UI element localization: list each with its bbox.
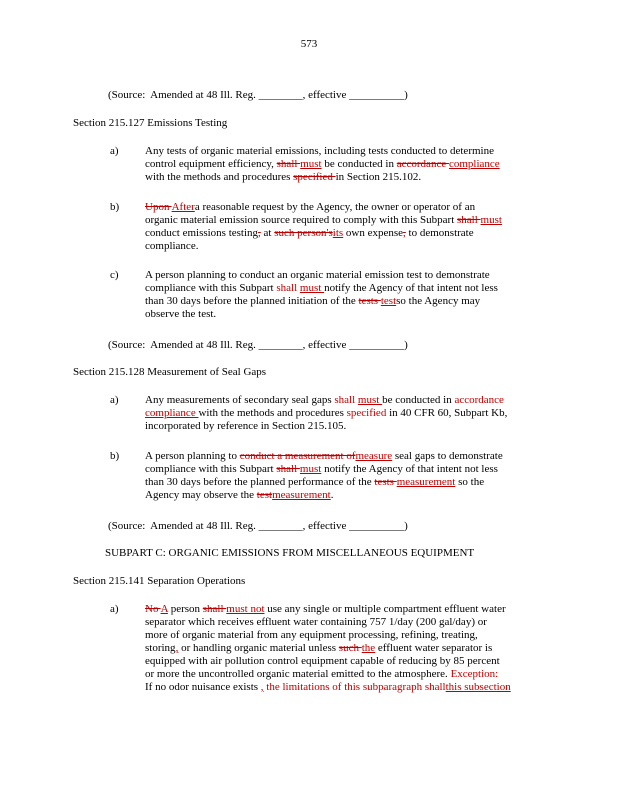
section-215-127-heading: Section 215.127 Emissions Testing xyxy=(73,117,228,129)
inserted-text: must xyxy=(480,214,502,226)
text-run: . xyxy=(330,489,334,501)
inserted-text: A xyxy=(160,603,168,615)
text-line xyxy=(145,269,540,282)
deleted-text: shall xyxy=(457,214,481,226)
deleted-text: such person's xyxy=(274,227,333,239)
text-run: Agency may observe the xyxy=(145,489,257,501)
text-line xyxy=(145,629,540,642)
text-line xyxy=(145,227,540,240)
text-run: be conducted in xyxy=(321,158,397,170)
text-line xyxy=(145,394,540,407)
text-line xyxy=(145,201,540,214)
revised-text: accordance xyxy=(454,394,504,406)
text-run: equipped with air pollution control equipment capable of reducing by 85 percent xyxy=(145,655,500,667)
text-run: in Section 215.102. xyxy=(335,171,422,183)
inserted-text: measurement xyxy=(272,489,331,501)
inserted-text: , xyxy=(175,642,179,654)
deleted-text: , xyxy=(258,227,261,239)
deleted-text: , xyxy=(403,227,406,239)
text-line xyxy=(145,295,540,308)
text-line xyxy=(145,450,540,463)
text-run: compliance. xyxy=(145,240,199,252)
text-line xyxy=(145,420,540,433)
subpart-c-heading: SUBPART C: ORGANIC EMISSIONS FROM MISCELLANEOUS EQUIPMENT xyxy=(105,547,475,559)
section-215-128-heading: Section 215.128 Measurement of Seal Gaps xyxy=(73,366,267,378)
text-line xyxy=(145,616,540,629)
paragraph-marker: a) xyxy=(110,603,119,615)
text-run: conduct emissions testing xyxy=(145,227,259,239)
revised-text: specified xyxy=(346,407,387,419)
inserted-text: measurement xyxy=(396,476,456,488)
source-note-3: (Source: Amended at 48 Ill. Reg. ________, effective __________) xyxy=(108,520,408,532)
paragraph-text xyxy=(145,603,540,694)
text-line xyxy=(145,642,540,655)
text-line xyxy=(145,655,540,668)
text-line xyxy=(145,463,540,476)
deleted-text: Upon xyxy=(145,201,172,213)
text-run: with the methods and procedures xyxy=(145,171,294,183)
text-run: Any tests of organic material emissions, including tests conducted to determine xyxy=(145,145,494,157)
text-run: A person planning to xyxy=(145,450,240,462)
deleted-text: shall xyxy=(202,603,227,615)
source-note-2: (Source: Amended at 48 Ill. Reg. ________, effective __________) xyxy=(108,339,408,351)
paragraph-marker: b) xyxy=(110,450,120,462)
paragraph-text xyxy=(145,269,540,321)
inserted-text: After xyxy=(171,201,195,213)
text-run: If no odor nuisance exists xyxy=(145,681,261,693)
text-run: control equipment efficiency, xyxy=(145,158,277,170)
text-run: own expense xyxy=(343,227,404,239)
text-run: storing xyxy=(145,642,176,654)
deleted-text: conduct a measurement of xyxy=(239,450,356,462)
text-run: in 40 CFR 60, Subpart Kb, xyxy=(386,407,508,419)
text-run: at xyxy=(260,227,275,239)
revised-text: the limitations of this subparagraph shall xyxy=(263,681,446,693)
text-line xyxy=(145,214,540,227)
inserted-text: must xyxy=(299,463,322,475)
text-line xyxy=(145,308,540,321)
paragraph-text xyxy=(145,450,540,502)
text-run: be conducted in xyxy=(382,394,455,406)
page-number: 573 xyxy=(300,38,318,50)
text-run: to demonstrate xyxy=(405,227,474,239)
text-run: separator which receives effluent water containing 757 1/day (200 gal/day) or xyxy=(145,616,487,628)
text-line xyxy=(145,681,540,694)
inserted-text: this subsection xyxy=(445,681,511,693)
paragraph-text xyxy=(145,145,540,184)
inserted-text: its xyxy=(332,227,344,239)
text-run: observe the test. xyxy=(145,308,217,320)
inserted-text: compliance xyxy=(145,407,199,419)
text-run: effluent water separator is xyxy=(375,642,493,654)
inserted-text: must not xyxy=(226,603,265,615)
text-run: notify the Agency of that intent not less xyxy=(321,463,498,475)
text-run: seal gaps to demonstrate xyxy=(392,450,503,462)
text-run: A person planning to conduct an organic material emission test to demonstrate xyxy=(145,269,490,281)
inserted-text: compliance xyxy=(448,158,500,170)
paragraph-marker: c) xyxy=(110,269,119,281)
inserted-text: the xyxy=(361,642,376,654)
inserted-text: measure xyxy=(355,450,393,462)
deleted-text: No xyxy=(145,603,161,615)
text-run: Any measurements of secondary seal gaps xyxy=(145,394,335,406)
source-note-1: (Source: Amended at 48 Ill. Reg. ________, effective __________) xyxy=(108,89,408,101)
paragraph-text xyxy=(145,201,540,253)
text-line xyxy=(145,282,540,295)
paragraph-text xyxy=(145,394,540,433)
text-run: person xyxy=(167,603,203,615)
text-line xyxy=(145,603,540,616)
text-line xyxy=(145,407,540,420)
inserted-text: must xyxy=(300,158,322,170)
deleted-text: tests xyxy=(374,476,397,488)
text-run: more of organic material from any equipment processing, refining, treating, xyxy=(145,629,478,641)
text-line xyxy=(145,476,540,489)
revised-text: Exception: xyxy=(450,668,499,680)
inserted-text: must xyxy=(299,282,325,294)
text-run: or handling organic material unless xyxy=(178,642,339,654)
text-line xyxy=(145,240,540,253)
text-run: organic material emission source required to comply with this Subpart xyxy=(145,214,458,226)
paragraph-marker: a) xyxy=(110,145,119,157)
text-run: than 30 days before the planned performance of the xyxy=(145,476,375,488)
deleted-text: tests xyxy=(358,295,381,307)
section-215-141-heading: Section 215.141 Separation Operations xyxy=(73,575,246,587)
deleted-text: test xyxy=(256,489,273,501)
text-run: so the Agency may xyxy=(396,295,481,307)
inserted-text: test xyxy=(380,295,397,307)
text-run: notify the Agency of that intent not less xyxy=(324,282,498,294)
deleted-text: such xyxy=(338,642,362,654)
text-line xyxy=(145,171,540,184)
text-run: than 30 days before the planned initiation of the xyxy=(145,295,359,307)
deleted-text: accordance xyxy=(396,158,449,170)
inserted-text: must xyxy=(357,394,383,406)
deleted-text: specified xyxy=(293,171,336,183)
text-line xyxy=(145,145,540,158)
text-run: incorporated by reference in Section 215.105. xyxy=(145,420,347,432)
text-run: with the methods and procedures xyxy=(198,407,347,419)
text-line xyxy=(145,668,540,681)
paragraph-marker: a) xyxy=(110,394,119,406)
text-run: or more the uncontrolled organic material emitted to the atmosphere. xyxy=(145,668,451,680)
inserted-text: , xyxy=(260,681,264,693)
deleted-text: shall xyxy=(276,158,301,170)
text-run: a reasonable request by the Agency, the owner or operator of an xyxy=(194,201,476,213)
text-line xyxy=(145,158,540,171)
text-run: so the xyxy=(455,476,485,488)
revised-text: shall xyxy=(276,282,300,294)
text-run: use any single or multiple compartment effluent water xyxy=(264,603,506,615)
text-run: compliance with this Subpart xyxy=(145,282,277,294)
text-line xyxy=(145,489,540,502)
revised-text: shall xyxy=(334,394,358,406)
deleted-text: shall xyxy=(276,463,300,475)
text-run: compliance with this Subpart xyxy=(145,463,277,475)
paragraph-marker: b) xyxy=(110,201,120,213)
